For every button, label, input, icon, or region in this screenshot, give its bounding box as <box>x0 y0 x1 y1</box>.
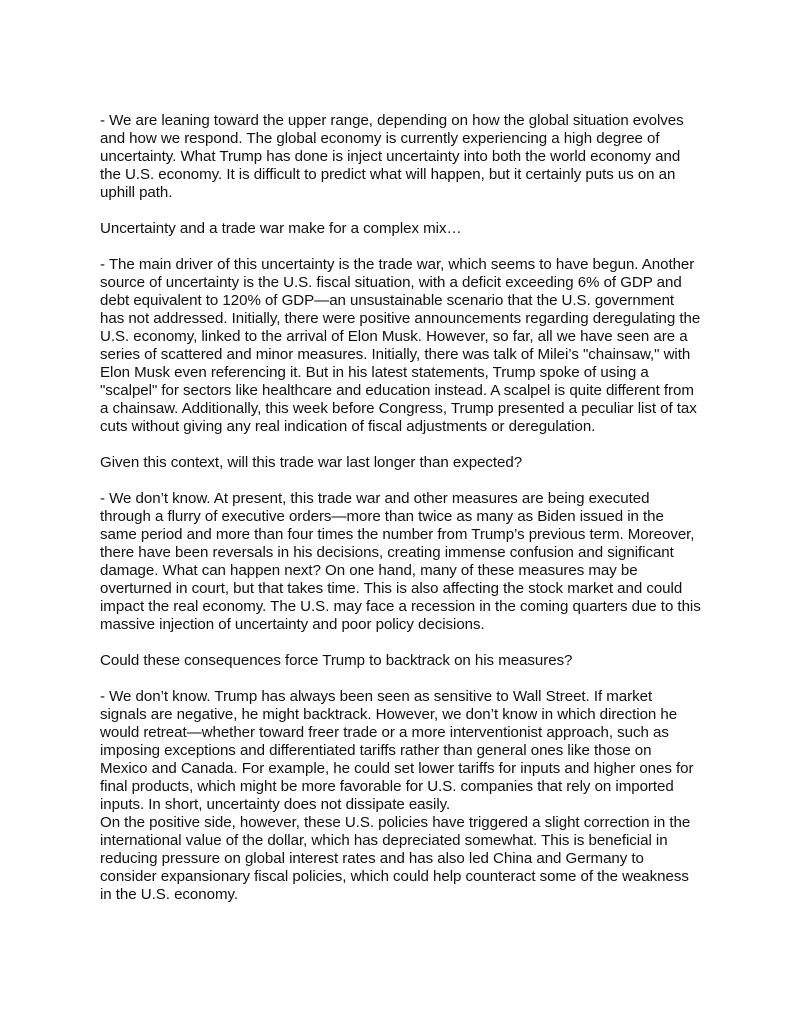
answer-paragraph-5: On the positive side, however, these U.S. policies have triggered a slight correction in the international value of the dollar, which has depreciated somewhat. This is beneficial in reducing pressure on global interest rates and has also led China and Germany to consider expansionary fiscal policies, which could help counteract some of the weakness in the U.S. economy. <box>100 814 691 903</box>
answer-paragraph-3: - We don’t know. At present, this trade war and other measures are being executed through a flurry of executive orders—more than twice as many as Biden issued in the same period and more than four times the number from Trump’s previous term. Moreover, there have been reversals in his decisions, creating immense confusion and significant damage. What can happen next? On one hand, many of these measures may be overturned in court, but that takes time. This is also affecting the stock market and could impact the real economy. The U.S. may face a recession in the coming quarters due to this massive injection of uncertainty and poor policy decisions. <box>100 490 701 633</box>
answer-paragraph-2: - The main driver of this uncertainty is the trade war, which seems to have begun. Another source of uncertainty is the U.S. fiscal situation, with a deficit exceeding 6% of GDP and debt equivalent to 120% of GDP—an unsustainable scenario that the U.S. government has not addressed. Initially, there were positive announcements regarding deregulating the U.S. economy, linked to the arrival of Elon Musk. However, so far, all we have seen are a series of scattered and minor measures. Initially, there was talk of Milei’s "chainsaw," with Elon Musk even referencing it. But in his latest statements, Trump spoke of using a "scalpel" for sectors like healthcare and education instead. A scalpel is quite different from a chainsaw. Additionally, this week before Congress, Trump presented a peculiar list of tax cuts without giving any real indication of fiscal adjustments or deregulation. <box>100 256 701 435</box>
question-paragraph-1: Uncertainty and a trade war make for a complex mix… <box>100 220 462 237</box>
answer-paragraph-1: - We are leaning toward the upper range, depending on how the global situation evolves and how we respond. The global economy is currently experiencing a high degree of uncertainty. What Trump has done is inject uncertainty into both the world economy and the U.S. economy. It is difficult to predict what will happen, but it certainly puts us on an uphill path. <box>100 112 684 201</box>
question-paragraph-2: Given this context, will this trade war last longer than expected? <box>100 454 523 471</box>
document-page <box>100 112 702 922</box>
question-paragraph-3: Could these consequences force Trump to backtrack on his measures? <box>100 652 573 669</box>
answer-paragraph-4: - We don’t know. Trump has always been seen as sensitive to Wall Street. If market signals are negative, he might backtrack. However, we don’t know in which direction he would retreat—whether toward freer trade or a more interventionist approach, such as imposing exceptions and differentiated tariffs rather than general ones like those on Mexico and Canada. For example, he could set lower tariffs for inputs and higher ones for final products, which might be more favorable for U.S. companies that rely on imported inputs. In short, uncertainty does not dissipate easily. <box>100 688 694 813</box>
